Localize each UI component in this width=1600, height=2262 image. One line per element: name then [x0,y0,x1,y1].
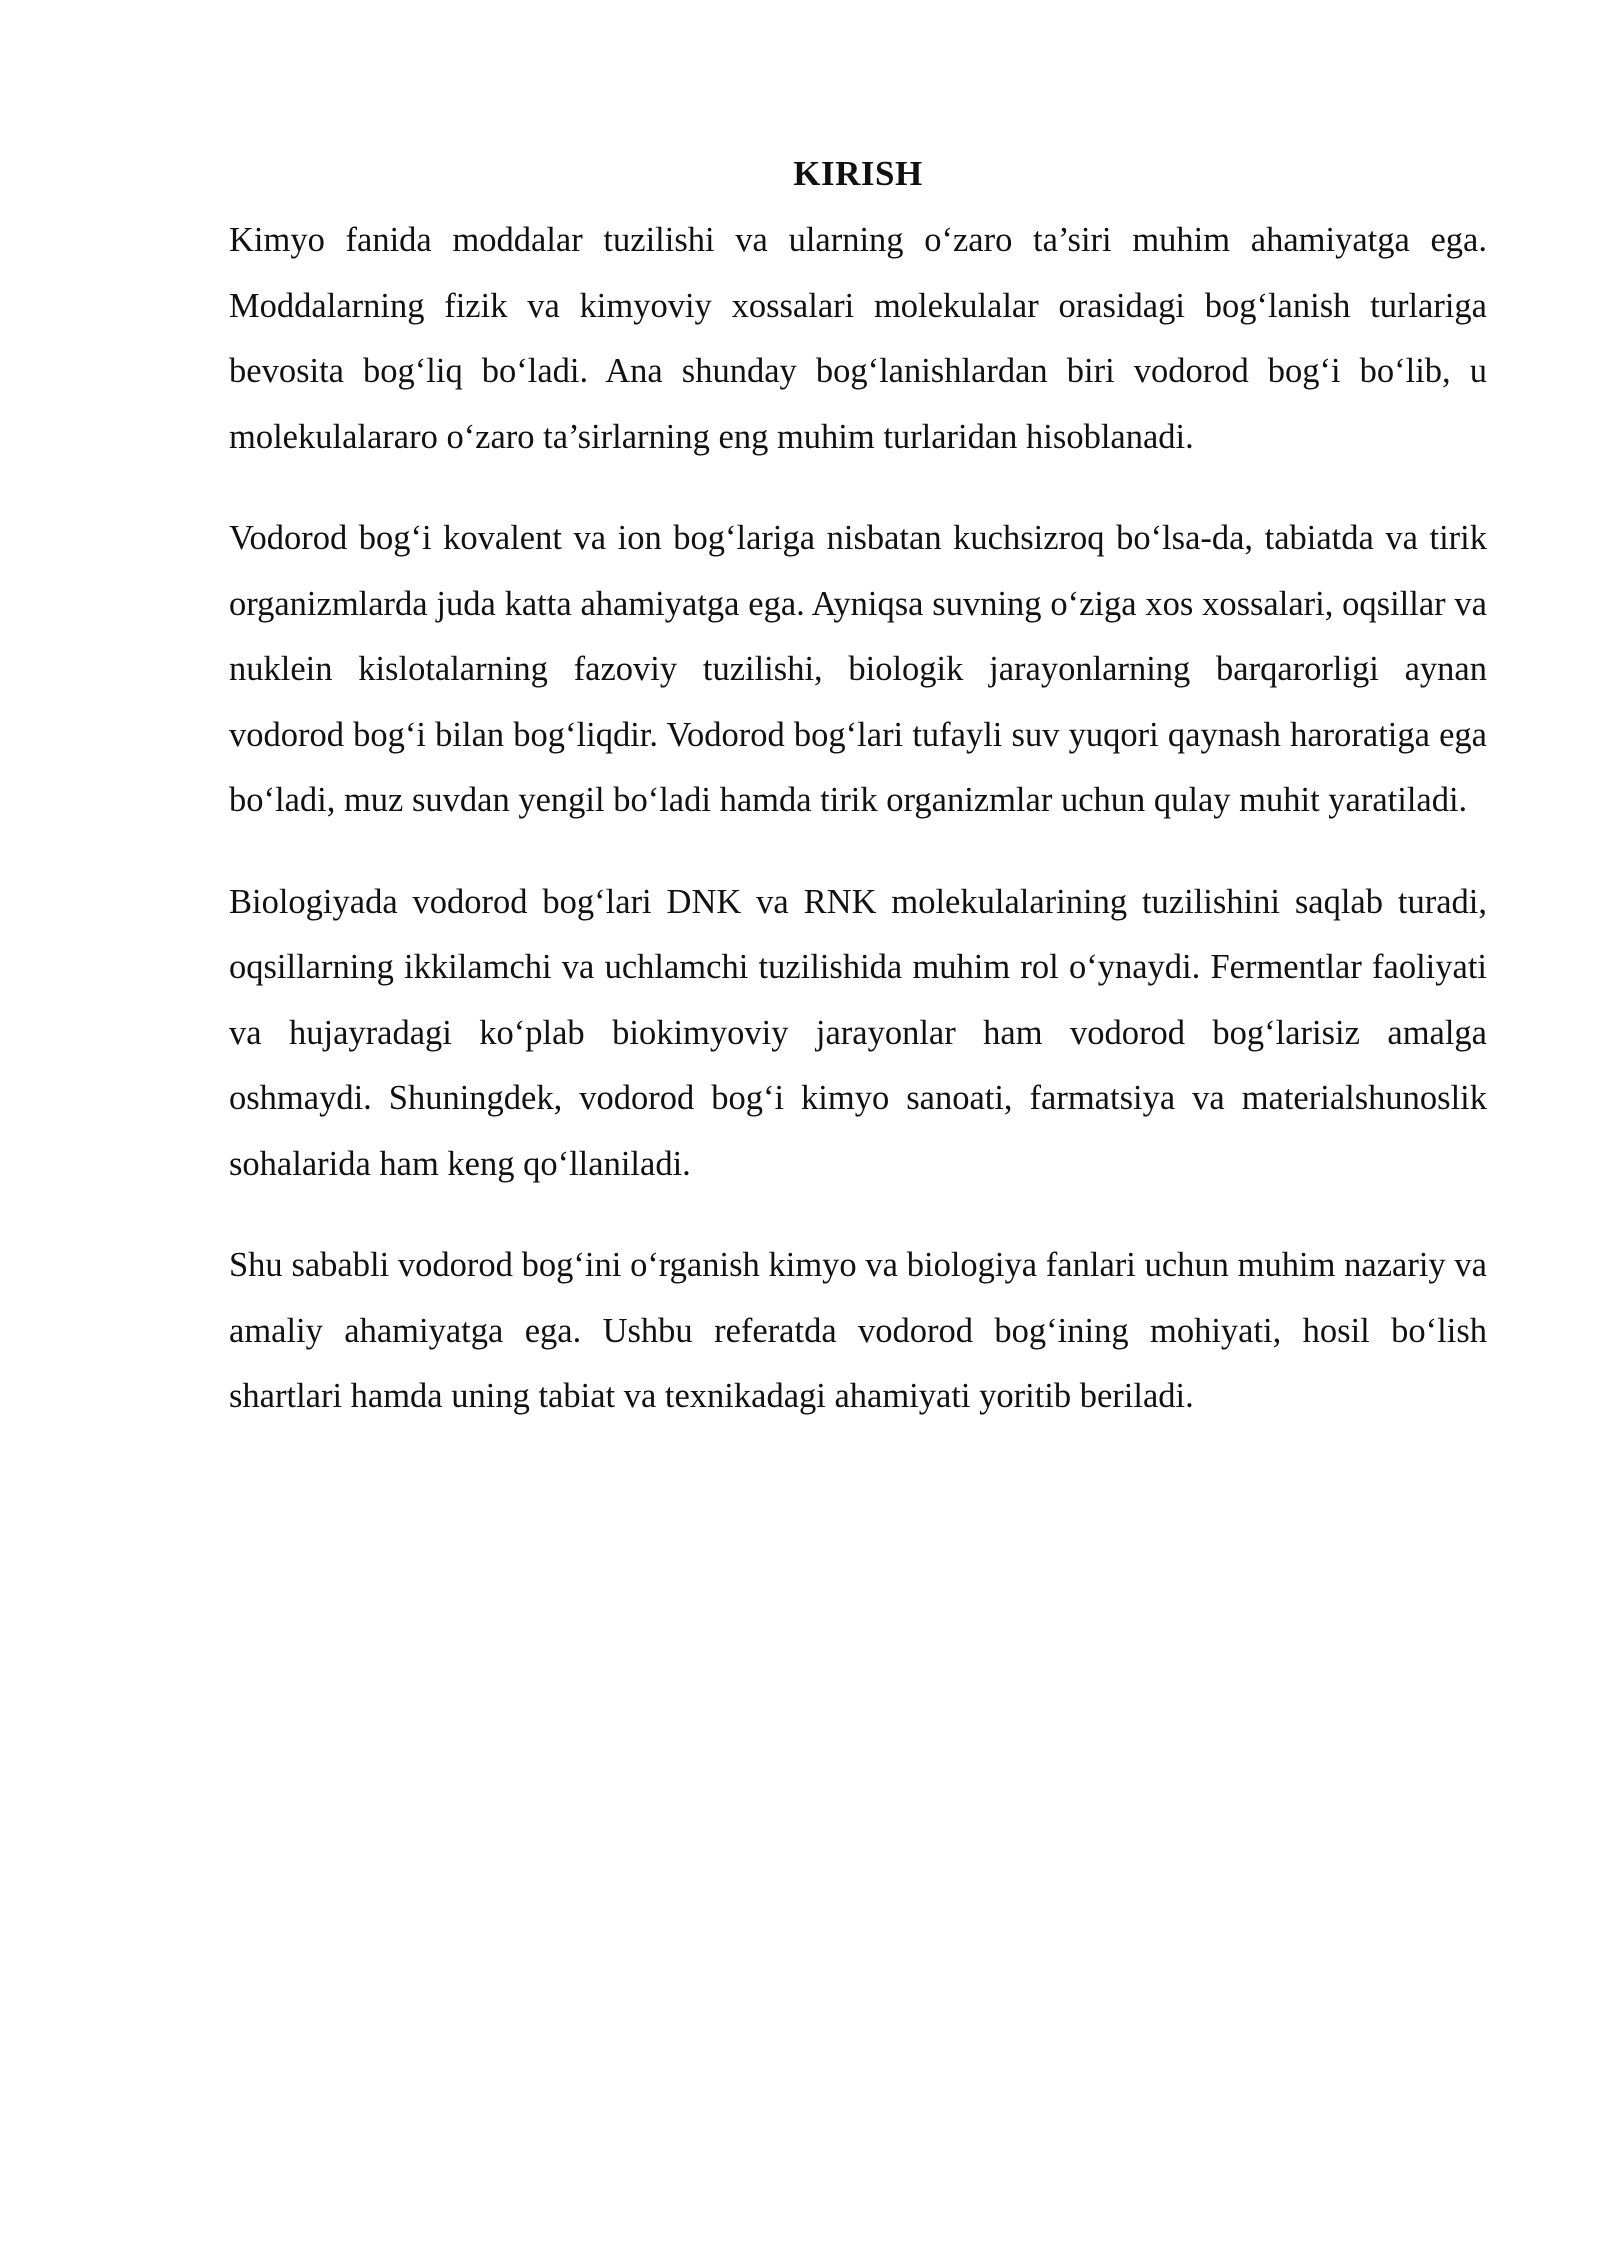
paragraph-biology: Biologiyada vodorod bog‘lari DNK va RNK molekulalarining tuzilishini saqlab turadi, oqsillarning ikkilamchi va uchlamchi tuzilishida muhim rol o‘ynaydi. Fermentlar faoliyati va hujayradagi ko‘plab biokimyoviy jarayonlar ham vodorod bog‘larisiz amalga oshmaydi. Shuningdek, vodorod bog‘i kimyo sanoati, farmatsiya va materialshunoslik sohalarida ham keng qo‘llaniladi. [229,882,1487,1183]
document-body [229,148,1487,1466]
paragraph-conclusion: Shu sababli vodorod bog‘ini o‘rganish kimyo va biologiya fanlari uchun muhim nazariy va amaliy ahamiyatga ega. Ushbu referatda vodorod bog‘ining mohiyati, hosil bo‘lish shartlari hamda uning tabiat va texnikadagi ahamiyati yoritib beriladi. [229,1246,1487,1415]
paragraph-intro: Kimyo fanida moddalar tuzilishi va ularning o‘zaro ta’siri muhim ahamiyatga ega. Moddalarning fizik va kimyoviy xossalari molekulalar orasidagi bog‘lanish turlariga bevosita bog‘liq bo‘ladi. Ana shunday bog‘lanishlardan biri vodorod bog‘i bo‘lib, u molekulalararo o‘zaro ta’sirlarning eng muhim turlaridan hisoblanadi. [229,221,1487,456]
page-title: KIRISH [793,154,923,193]
paragraph-significance: Vodorod bog‘i kovalent va ion bog‘lariga nisbatan kuchsizroq bo‘lsa-da, tabiatda va tirik organizmlarda juda katta ahamiyatga ega. Ayniqsa suvning o‘ziga xos xossalari, oqsillar va nuklein kislotalarning fazoviy tuzilishi, biologik jarayonlarning barqarorligi aynan vodorod bog‘i bilan bog‘liqdir. Vodorod bog‘lari tufayli suv yuqori qaynash haroratiga ega bo‘ladi, muz suvdan yengil bo‘ladi hamda tirik organizmlar uchun qulay muhit yaratiladi. [229,519,1487,819]
